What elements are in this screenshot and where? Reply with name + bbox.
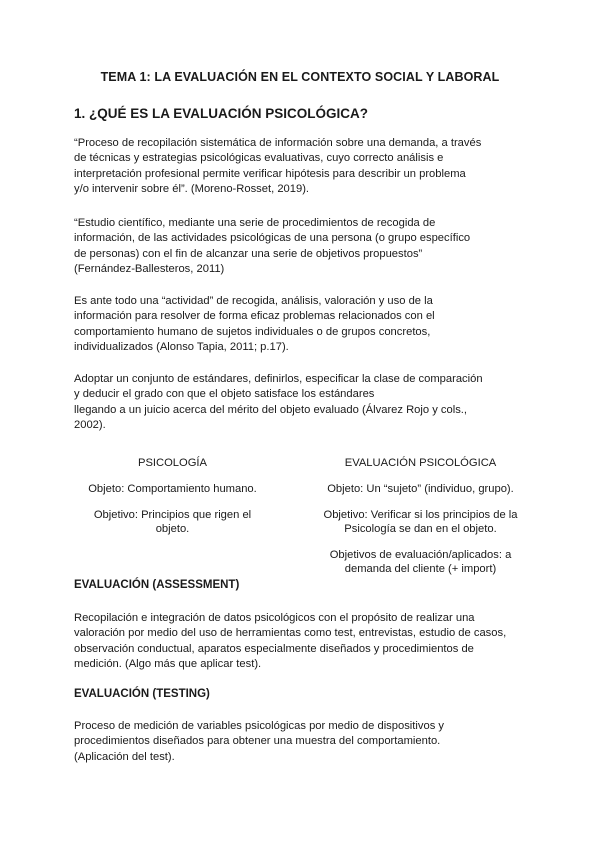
text-line: Es ante todo una “actividad” de recogida, análisis, valoración y uso de la	[74, 295, 433, 307]
text-line: interpretación profesional permite verificar hipótesis para describir un problema	[74, 167, 466, 180]
evaluacion-objeto	[308, 482, 533, 496]
text-line: Objetivo: Verificar si los principios de la	[323, 509, 518, 521]
definition-alvarez-rojo	[74, 372, 554, 434]
text-line: Psicología se dan en el objeto.	[344, 523, 497, 536]
column-header: PSICOLOGÍA	[137, 457, 207, 469]
text-line: valoración por medio del uso de herramientas como test, entrevistas, estudio de casos,	[74, 627, 507, 640]
definition-moreno-rosset	[74, 136, 554, 198]
assessment-heading: EVALUACIÓN (ASSESSMENT)	[74, 579, 240, 591]
text-line: Recopilación e integración de datos psicológicos con el propósito de realizar una	[74, 612, 475, 624]
column-header: EVALUACIÓN PSICOLÓGICA	[344, 457, 497, 469]
text-line: procedimientos diseñados para obtener una muestra del comportamiento.	[74, 735, 441, 748]
definition-alonso-tapia	[74, 294, 554, 356]
testing-heading: EVALUACIÓN (TESTING)	[74, 688, 210, 700]
text-line: “Estudio científico, mediante una serie de procedimientos de recogida de	[74, 217, 436, 229]
assessment-paragraph	[74, 611, 554, 673]
testing-paragraph	[74, 719, 554, 765]
text-line: de técnicas y estrategias psicológicas evaluativas, cuyo correcto análisis e	[74, 152, 444, 165]
text-line: y/o intervenir sobre él”. (Moreno-Rosset, 2019).	[74, 183, 310, 196]
text-line: demanda del cliente (+ import)	[344, 563, 497, 576]
text-line: 2002).	[74, 419, 106, 432]
evaluacion-psicologica-header	[308, 456, 533, 470]
text-line: llegando a un juicio acerca del mérito del objeto evaluado (Álvarez Rojo y cols.,	[74, 403, 468, 416]
text-line: (Fernández-Ballesteros, 2011)	[74, 263, 225, 276]
text-line: de personas) con el fin de alcanzar una serie de objetivos propuestos”	[74, 247, 423, 260]
text-line: información para resolver de forma eficaz problemas relacionados con el	[74, 310, 435, 323]
text-line: objeto.	[155, 523, 190, 536]
text-line: comportamiento humano de sujetos individuales o de grupos concretos,	[74, 325, 431, 338]
document-title: TEMA 1: LA EVALUACIÓN EN EL CONTEXTO SOCIAL Y LABORAL	[100, 70, 500, 84]
text-line: “Proceso de recopilación sistemática de información sobre una demanda, a través	[74, 137, 482, 149]
text-line: Objetivo: Principios que rigen el	[93, 509, 252, 521]
text-line: información, de las actividades psicológicas de una persona (o grupo específico	[74, 232, 471, 245]
text-line: individualizados (Alonso Tapia, 2011; p.17).	[74, 341, 289, 354]
text-line: Objeto: Comportamiento humano.	[88, 483, 257, 495]
evaluacion-objetivo	[308, 508, 533, 537]
text-line: medición. (Algo más que aplicar test).	[74, 658, 262, 671]
text-line: (Aplicación del test).	[74, 750, 175, 763]
text-line: Proceso de medición de variables psicológicas por medio de dispositivos y	[74, 720, 445, 732]
text-line: y deducir el grado con que el objeto satisface los estándares	[74, 388, 375, 401]
text-line: Adoptar un conjunto de estándares, definirlos, especificar la clase de comparación	[74, 373, 483, 385]
psicologia-header	[70, 456, 275, 470]
section-heading: 1. ¿QUÉ ES LA EVALUACIÓN PSICOLÓGICA?	[74, 106, 369, 121]
text-line: Objeto: Un “sujeto” (individuo, grupo).	[327, 483, 514, 495]
text-line: Objetivos de evaluación/aplicados: a	[329, 549, 512, 561]
text-line: observación conductual, aparatos especialmente diseñados y procedimientos de	[74, 642, 474, 655]
evaluacion-objetivos-aplicados	[308, 548, 533, 577]
psicologia-objeto	[70, 482, 275, 496]
definition-fernandez-ballesteros	[74, 216, 554, 278]
psicologia-objetivo	[70, 508, 275, 537]
